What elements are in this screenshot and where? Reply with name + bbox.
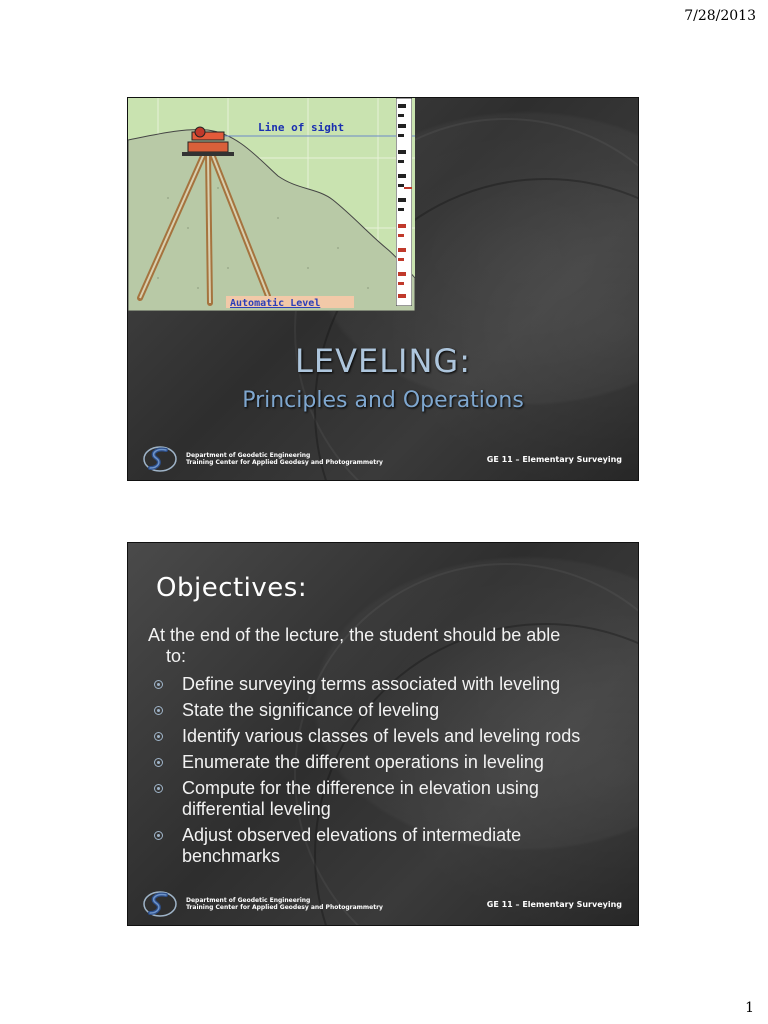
list-item bbox=[148, 726, 618, 747]
slide-1 bbox=[127, 97, 639, 481]
slide-2 bbox=[127, 542, 639, 926]
objectives-list bbox=[148, 674, 618, 872]
objective-text: State the significance of leveling bbox=[182, 700, 440, 720]
list-item bbox=[148, 778, 618, 820]
circle-bullet-icon bbox=[154, 680, 163, 689]
intro-text-line2: to: bbox=[166, 646, 187, 666]
automatic-level-label: Automatic Level bbox=[230, 298, 321, 309]
page-number: 1 bbox=[745, 1000, 754, 1016]
circle-bullet-icon bbox=[154, 732, 163, 741]
circle-bullet-icon bbox=[154, 831, 163, 840]
intro-text-line1: At the end of the lecture, the student should be able bbox=[148, 625, 561, 645]
slide-title: Objectives: bbox=[156, 573, 308, 603]
footer-department-line1: Department of Geodetic Engineering bbox=[186, 452, 311, 459]
footer-department bbox=[186, 897, 383, 911]
list-item bbox=[148, 700, 618, 721]
automatic-level-illustration bbox=[128, 98, 415, 311]
footer-course: GE 11 – Elementary Surveying bbox=[486, 455, 622, 464]
slide-title: LEVELING: bbox=[295, 342, 471, 380]
objective-text: Identify various classes of levels and leveling rods bbox=[182, 726, 581, 746]
objective-text: Adjust observed elevations of intermediate benchmarks bbox=[182, 825, 522, 866]
slide-footer bbox=[142, 444, 622, 474]
circle-bullet-icon bbox=[154, 784, 163, 793]
footer-department-line1: Department of Geodetic Engineering bbox=[186, 897, 311, 904]
objective-text: Define surveying terms associated with leveling bbox=[182, 674, 561, 694]
footer-department-line2: Training Center for Applied Geodesy and Photogrammetry bbox=[186, 459, 383, 466]
list-item bbox=[148, 752, 618, 773]
department-logo-icon bbox=[142, 444, 178, 474]
footer-course: GE 11 – Elementary Surveying bbox=[486, 900, 622, 909]
line-of-sight-label: Line of sight bbox=[258, 121, 345, 134]
footer-department bbox=[186, 452, 383, 466]
circle-bullet-icon bbox=[154, 706, 163, 715]
circle-bullet-icon bbox=[154, 758, 163, 767]
slide-subtitle: Principles and Operations bbox=[242, 388, 524, 413]
department-logo-icon bbox=[142, 889, 178, 919]
page-date: 7/28/2013 bbox=[684, 8, 756, 24]
intro-text bbox=[148, 625, 618, 667]
list-item bbox=[148, 825, 618, 867]
footer-department-line2: Training Center for Applied Geodesy and Photogrammetry bbox=[186, 904, 383, 911]
leveling-rod-illustration bbox=[396, 98, 412, 306]
list-item bbox=[148, 674, 618, 695]
objective-text: Enumerate the different operations in leveling bbox=[182, 752, 544, 772]
slide-footer bbox=[142, 889, 622, 919]
objective-text: Compute for the difference in elevation using differential leveling bbox=[182, 778, 539, 819]
